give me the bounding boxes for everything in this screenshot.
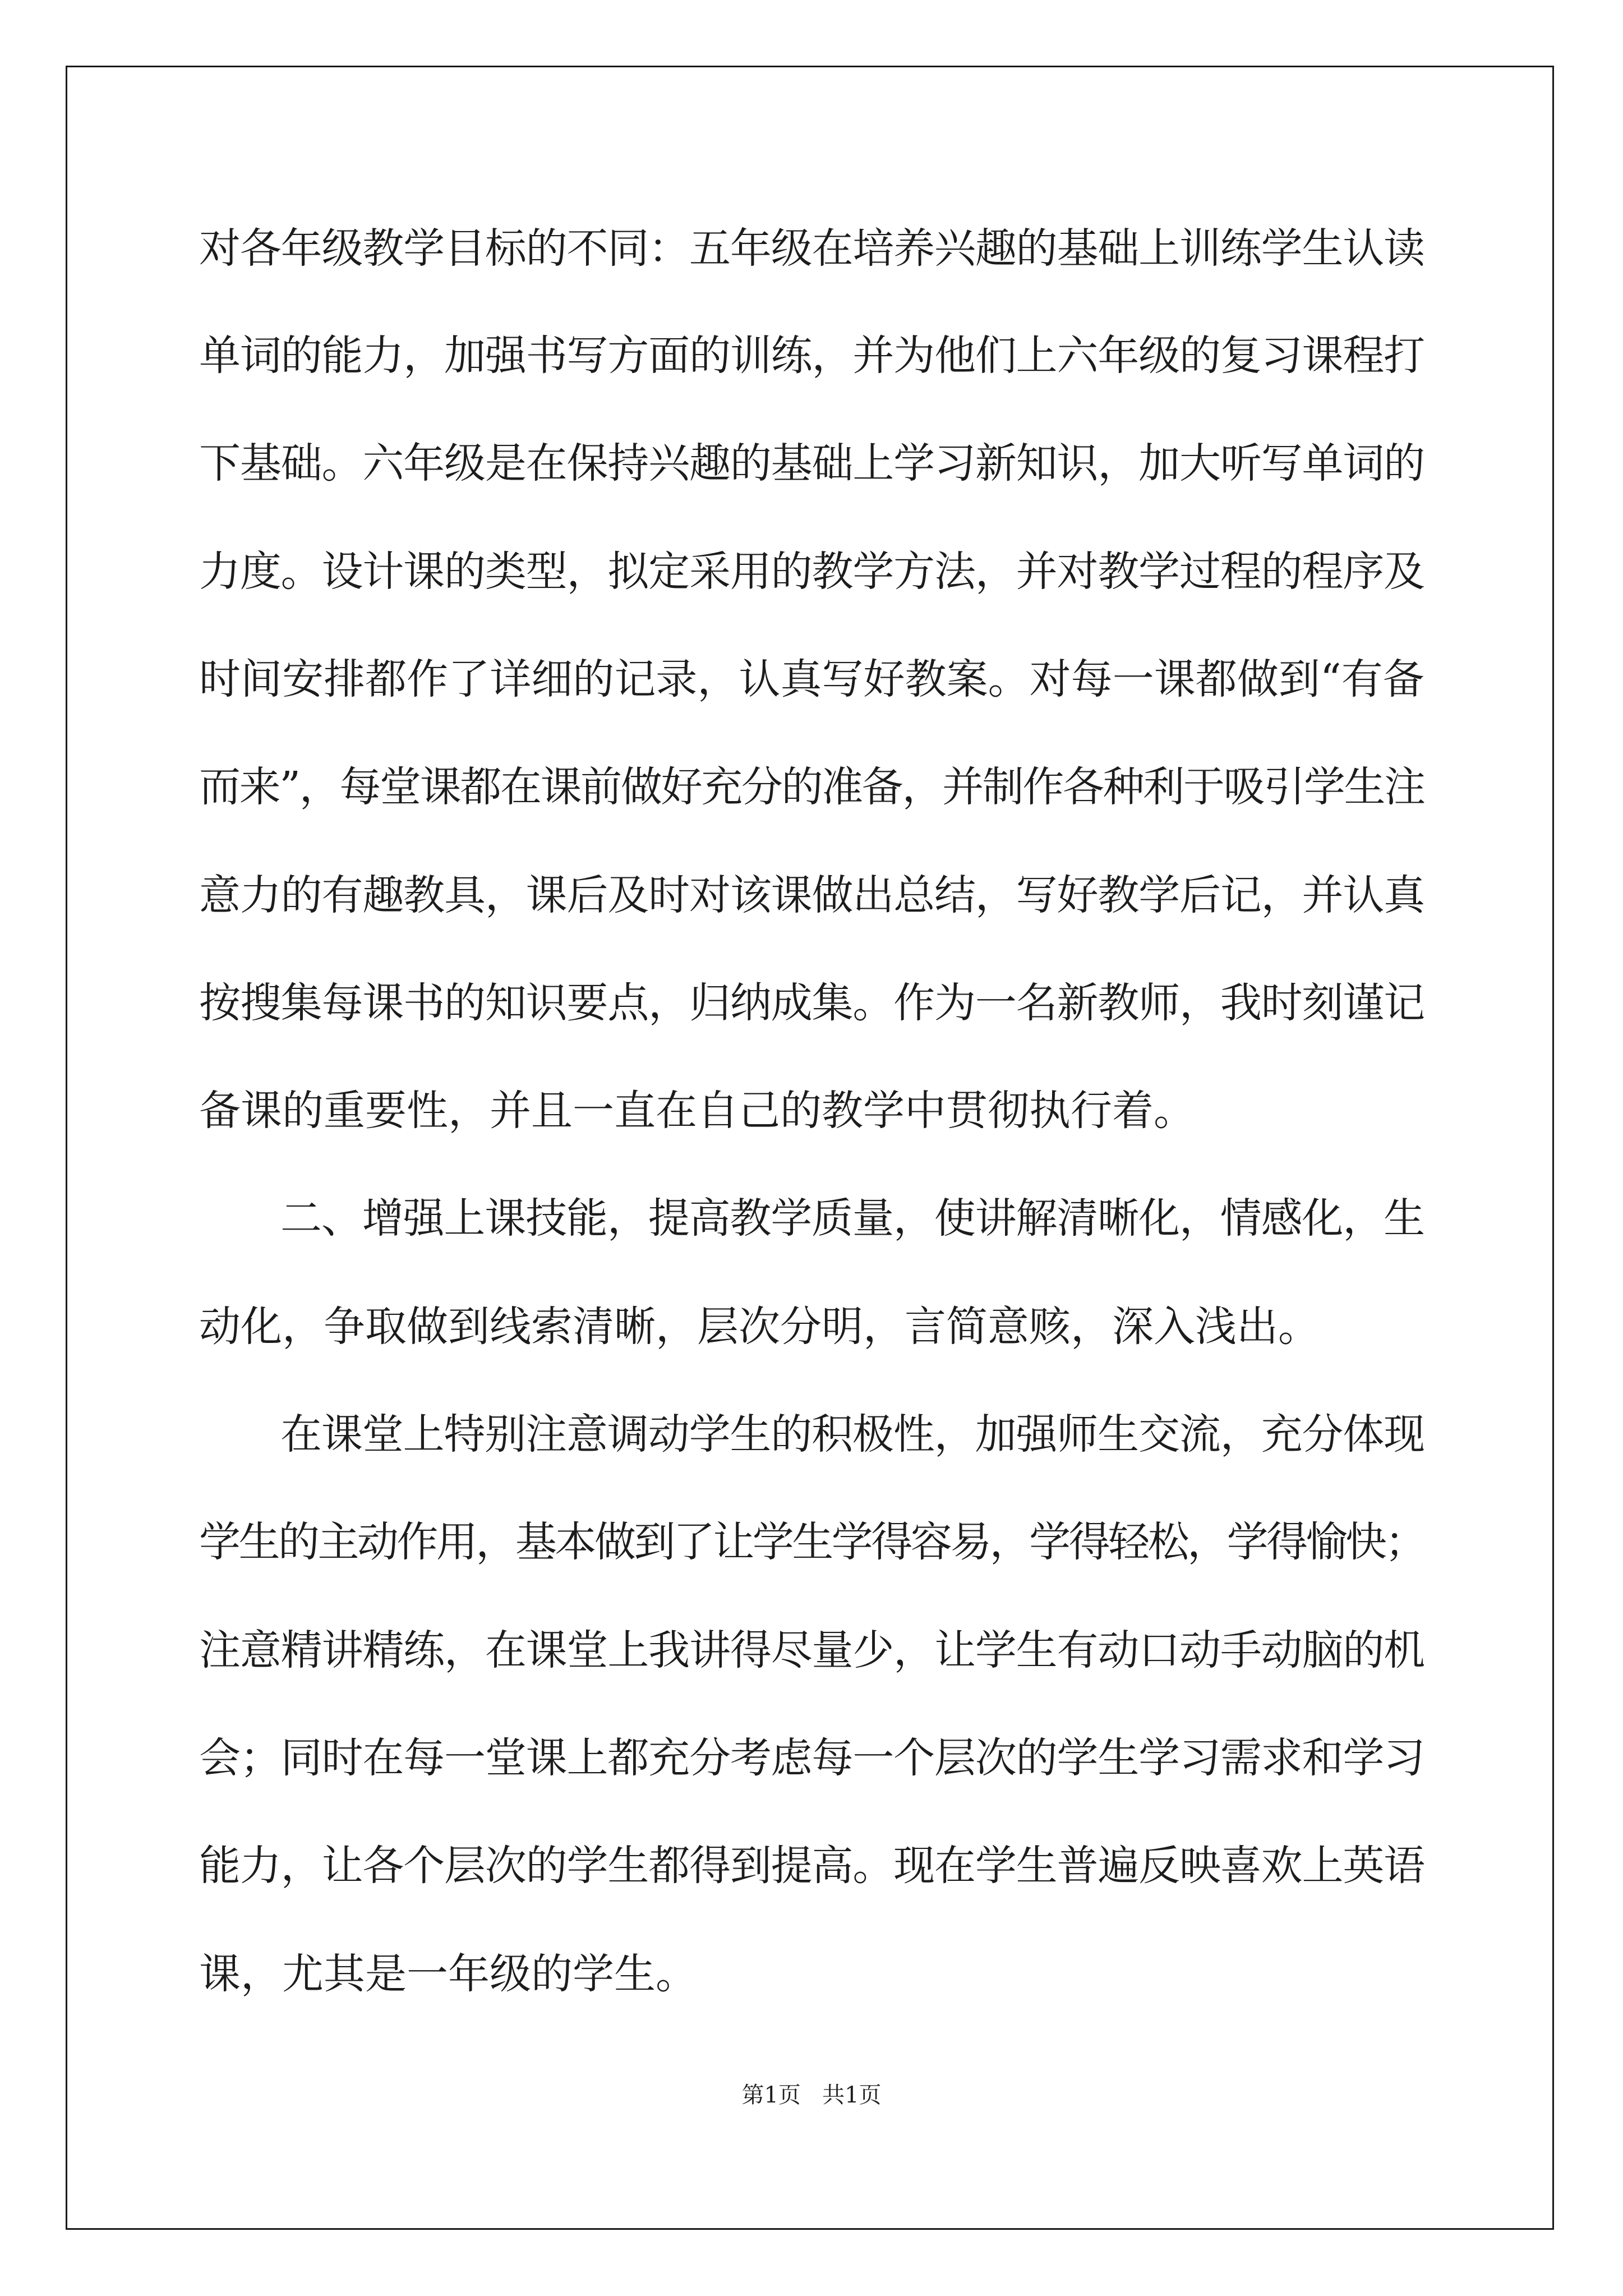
- text-line: 能力，让各个层次的学生都得到提高。现在学生普遍反映喜欢上英语: [199, 1842, 1424, 1890]
- paragraph-first-line: 二、增强上课技能，提高教学质量，使讲解清晰化，情感化，生: [280, 1194, 1424, 1243]
- page-number-current: 第1页: [741, 2082, 801, 2108]
- text-line: 单词的能力，加强书写方面的训练，并为他们上六年级的复习课程打: [199, 332, 1424, 380]
- text-line: 意力的有趣教具，课后及时对该课做出总结，写好教学后记，并认真: [199, 871, 1424, 919]
- page-number-total: 共1页: [822, 2082, 882, 2108]
- text-line: 时间安排都作了详细的记录，认真写好教案。对每一课都做到“有备: [199, 655, 1424, 703]
- text-line: 动化，争取做到线索清晰，层次分明，言简意赅，深入浅出。: [199, 1303, 1320, 1351]
- paragraph-first-line: 在课堂上特别注意调动学生的积极性，加强师生交流，充分体现: [280, 1410, 1424, 1458]
- text-line: 按搜集每课书的知识要点，归纳成集。作为一名新教师，我时刻谨记: [199, 979, 1424, 1027]
- text-line: 学生的主动作用，基本做到了让学生学得容易，学得轻松，学得愉快；: [199, 1518, 1424, 1566]
- text-line: 注意精讲精练，在课堂上我讲得尽量少，让学生有动口动手动脑的机: [199, 1626, 1424, 1674]
- text-line: 对各年级教学目标的不同：五年级在培养兴趣的基础上训练学生认读: [199, 224, 1424, 273]
- text-line: 下基础。六年级是在保持兴趣的基础上学习新知识，加大听写单词的: [199, 439, 1424, 487]
- page-footer: [0, 2078, 1623, 2112]
- text-line: 而来”，每堂课都在课前做好充分的准备，并制作各种利于吸引学生注: [199, 763, 1424, 811]
- text-line: 力度。设计课的类型，拟定采用的教学方法，并对教学过程的程序及: [199, 547, 1424, 596]
- page-border: [66, 66, 1554, 2230]
- text-line: 备课的重要性，并且一直在自己的教学中贯彻执行着。: [199, 1087, 1195, 1135]
- text-line: 会；同时在每一堂课上都充分考虑每一个层次的学生学习需求和学习: [199, 1734, 1424, 1782]
- text-line: 课，尤其是一年级的学生。: [199, 1950, 697, 1998]
